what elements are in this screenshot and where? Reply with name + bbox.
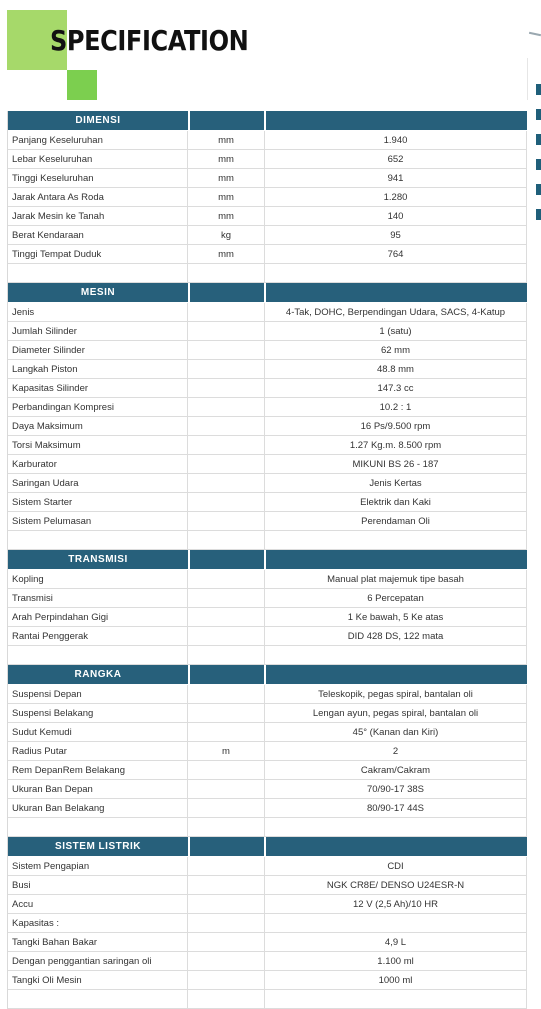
row-value: 1.940 <box>265 131 527 149</box>
page-title: SPECIFICATION <box>50 24 249 57</box>
table-row <box>8 570 527 589</box>
row-value: 1.27 Kg.m. 8.500 rpm <box>265 436 527 454</box>
row-label: Karburator <box>8 455 188 473</box>
row-unit <box>188 608 265 626</box>
row-label: Kapasitas Silinder <box>8 379 188 397</box>
row-value: 147.3 cc <box>265 379 527 397</box>
empty-cell <box>265 531 527 549</box>
empty-cell <box>8 990 188 1008</box>
row-unit <box>188 685 265 703</box>
row-unit <box>188 493 265 511</box>
row-unit <box>188 971 265 989</box>
row-label: Kapasitas : <box>8 914 188 932</box>
marker-icon <box>536 209 541 220</box>
empty-cell <box>8 264 188 282</box>
table-row-empty <box>8 818 527 837</box>
row-unit <box>188 303 265 321</box>
row-value: Perendaman Oli <box>265 512 527 530</box>
row-unit <box>188 780 265 798</box>
row-value <box>265 914 527 932</box>
empty-cell <box>265 646 527 664</box>
row-value: 4-Tak, DOHC, Berpendingan Udara, SACS, 4-Katup <box>265 303 527 321</box>
table-row <box>8 952 527 971</box>
table-row <box>8 780 527 799</box>
row-value: Elektrik dan Kaki <box>265 493 527 511</box>
marker-icon <box>536 109 541 120</box>
row-value: 1000 ml <box>265 971 527 989</box>
row-value: CDI <box>265 857 527 875</box>
row-label: Radius Putar <box>8 742 188 760</box>
row-label: Perbandingan Kompresi <box>8 398 188 416</box>
row-value: 62 mm <box>265 341 527 359</box>
row-label: Tangki Bahan Bakar <box>8 933 188 951</box>
row-unit: mm <box>188 245 265 263</box>
table-row <box>8 150 527 169</box>
row-value: 1 Ke bawah, 5 Ke atas <box>265 608 527 626</box>
table-row <box>8 398 527 417</box>
row-label: Jumlah Silinder <box>8 322 188 340</box>
table-row <box>8 226 527 245</box>
table-row <box>8 971 527 990</box>
table-row <box>8 455 527 474</box>
row-value: 1.280 <box>265 188 527 206</box>
row-label: Suspensi Belakang <box>8 704 188 722</box>
row-unit <box>188 704 265 722</box>
row-value: 4,9 L <box>265 933 527 951</box>
row-label: Diameter Silinder <box>8 341 188 359</box>
table-row <box>8 914 527 933</box>
table-row <box>8 207 527 226</box>
empty-cell <box>188 990 265 1008</box>
row-label: Ukuran Ban Belakang <box>8 799 188 817</box>
table-row <box>8 742 527 761</box>
table-row <box>8 799 527 818</box>
section-title: SISTEM LISTRIK <box>8 837 190 856</box>
table-row <box>8 704 527 723</box>
row-unit <box>188 857 265 875</box>
row-label: Jarak Antara As Roda <box>8 188 188 206</box>
row-value: 16 Ps/9.500 rpm <box>265 417 527 435</box>
table-row <box>8 436 527 455</box>
section-title: DIMENSI <box>8 111 190 130</box>
row-unit: mm <box>188 131 265 149</box>
table-row <box>8 723 527 742</box>
table-row <box>8 245 527 264</box>
table-row-empty <box>8 264 527 283</box>
row-value: MIKUNI BS 26 - 187 <box>265 455 527 473</box>
table-row <box>8 417 527 436</box>
spec-section <box>7 665 527 837</box>
header-cell <box>266 283 527 302</box>
spec-section <box>7 837 527 1009</box>
arrow-icon <box>529 32 541 36</box>
row-label: Transmisi <box>8 589 188 607</box>
header-cell <box>190 283 266 302</box>
section-header <box>8 550 527 570</box>
row-unit: mm <box>188 188 265 206</box>
row-unit <box>188 341 265 359</box>
section-title: MESIN <box>8 283 190 302</box>
row-label: Busi <box>8 876 188 894</box>
table-row <box>8 589 527 608</box>
table-row <box>8 933 527 952</box>
row-value: 941 <box>265 169 527 187</box>
empty-cell <box>8 531 188 549</box>
table-row <box>8 876 527 895</box>
row-value: Manual plat majemuk tipe basah <box>265 570 527 588</box>
table-row <box>8 474 527 493</box>
row-label: Tinggi Tempat Duduk <box>8 245 188 263</box>
row-label: Torsi Maksimum <box>8 436 188 454</box>
row-unit <box>188 589 265 607</box>
section-header <box>8 283 527 303</box>
row-value: Jenis Kertas <box>265 474 527 492</box>
section-header <box>8 837 527 857</box>
row-label: Sistem Pelumasan <box>8 512 188 530</box>
row-label: Daya Maksimum <box>8 417 188 435</box>
row-label: Sistem Starter <box>8 493 188 511</box>
row-unit <box>188 914 265 932</box>
header-cell <box>190 837 266 856</box>
row-label: Rantai Penggerak <box>8 627 188 645</box>
table-row <box>8 895 527 914</box>
row-unit <box>188 436 265 454</box>
row-value: 2 <box>265 742 527 760</box>
decor-square-green <box>67 70 97 100</box>
header-cell <box>266 665 527 684</box>
row-unit <box>188 761 265 779</box>
row-unit: m <box>188 742 265 760</box>
row-value: 45° (Kanan dan Kiri) <box>265 723 527 741</box>
spec-section <box>7 111 527 283</box>
row-value: 6 Percepatan <box>265 589 527 607</box>
table-row <box>8 188 527 207</box>
marker-icon <box>536 184 541 195</box>
table-row <box>8 493 527 512</box>
row-value: 1 (satu) <box>265 322 527 340</box>
header-cell <box>266 837 527 856</box>
section-title: RANGKA <box>8 665 190 684</box>
spec-section <box>7 550 527 665</box>
row-unit: mm <box>188 169 265 187</box>
row-unit <box>188 933 265 951</box>
row-unit <box>188 398 265 416</box>
spec-section <box>7 283 527 550</box>
row-unit <box>188 799 265 817</box>
row-value: 12 V (2,5 Ah)/10 HR <box>265 895 527 913</box>
header-cell <box>190 665 266 684</box>
header-cell <box>190 550 266 569</box>
row-unit <box>188 876 265 894</box>
section-header <box>8 665 527 685</box>
table-row <box>8 627 527 646</box>
specification-table <box>7 111 527 1009</box>
table-row <box>8 169 527 188</box>
row-unit <box>188 474 265 492</box>
table-row <box>8 322 527 341</box>
row-value: 95 <box>265 226 527 244</box>
row-label: Tangki Oli Mesin <box>8 971 188 989</box>
empty-cell <box>8 646 188 664</box>
section-header <box>8 111 527 131</box>
empty-cell <box>265 264 527 282</box>
row-value: DID 428 DS, 122 mata <box>265 627 527 645</box>
row-value: Cakram/Cakram <box>265 761 527 779</box>
row-label: Suspensi Depan <box>8 685 188 703</box>
marker-icon <box>536 134 541 145</box>
table-row <box>8 857 527 876</box>
table-row <box>8 379 527 398</box>
row-value: NGK CR8E/ DENSO U24ESR-N <box>265 876 527 894</box>
row-unit <box>188 723 265 741</box>
table-row <box>8 341 527 360</box>
row-label: Jenis <box>8 303 188 321</box>
row-unit <box>188 627 265 645</box>
row-unit <box>188 379 265 397</box>
row-value: 80/90-17 44S <box>265 799 527 817</box>
section-title: TRANSMISI <box>8 550 190 569</box>
row-unit: mm <box>188 150 265 168</box>
empty-cell <box>188 264 265 282</box>
row-unit <box>188 512 265 530</box>
row-value: 764 <box>265 245 527 263</box>
row-unit <box>188 360 265 378</box>
row-label: Sudut Kemudi <box>8 723 188 741</box>
row-label: Berat Kendaraan <box>8 226 188 244</box>
row-value: 48.8 mm <box>265 360 527 378</box>
row-unit: kg <box>188 226 265 244</box>
row-value: Teleskopik, pegas spiral, bantalan oli <box>265 685 527 703</box>
row-label: Panjang Keseluruhan <box>8 131 188 149</box>
empty-cell <box>188 531 265 549</box>
side-markers <box>536 84 541 234</box>
row-value: 70/90-17 38S <box>265 780 527 798</box>
row-unit: mm <box>188 207 265 225</box>
row-label: Jarak Mesin ke Tanah <box>8 207 188 225</box>
header-cell <box>266 550 527 569</box>
row-label: Tinggi Keseluruhan <box>8 169 188 187</box>
row-unit <box>188 322 265 340</box>
row-unit <box>188 455 265 473</box>
row-label: Lebar Keseluruhan <box>8 150 188 168</box>
table-row <box>8 761 527 780</box>
table-row <box>8 685 527 704</box>
empty-cell <box>265 990 527 1008</box>
empty-cell <box>8 818 188 836</box>
row-value: 140 <box>265 207 527 225</box>
row-label: Dengan penggantian saringan oli <box>8 952 188 970</box>
row-value: Lengan ayun, pegas spiral, bantalan oli <box>265 704 527 722</box>
table-row-empty <box>8 531 527 550</box>
table-row <box>8 608 527 627</box>
marker-icon <box>536 159 541 170</box>
empty-cell <box>188 646 265 664</box>
table-row <box>8 360 527 379</box>
row-label: Kopling <box>8 570 188 588</box>
row-label: Rem DepanRem Belakang <box>8 761 188 779</box>
table-row-empty <box>8 990 527 1009</box>
row-unit <box>188 417 265 435</box>
row-label: Accu <box>8 895 188 913</box>
header-cell <box>266 111 527 130</box>
row-label: Langkah Piston <box>8 360 188 378</box>
table-row <box>8 131 527 150</box>
table-row <box>8 512 527 531</box>
row-value: 10.2 : 1 <box>265 398 527 416</box>
table-row <box>8 303 527 322</box>
row-unit <box>188 570 265 588</box>
row-label: Arah Perpindahan Gigi <box>8 608 188 626</box>
header-cell <box>190 111 266 130</box>
marker-icon <box>536 84 541 95</box>
row-label: Saringan Udara <box>8 474 188 492</box>
empty-cell <box>265 818 527 836</box>
row-unit <box>188 952 265 970</box>
row-label: Sistem Pengapian <box>8 857 188 875</box>
row-value: 1.100 ml <box>265 952 527 970</box>
row-value: 652 <box>265 150 527 168</box>
empty-cell <box>188 818 265 836</box>
row-unit <box>188 895 265 913</box>
divider <box>527 58 528 100</box>
row-label: Ukuran Ban Depan <box>8 780 188 798</box>
table-row-empty <box>8 646 527 665</box>
